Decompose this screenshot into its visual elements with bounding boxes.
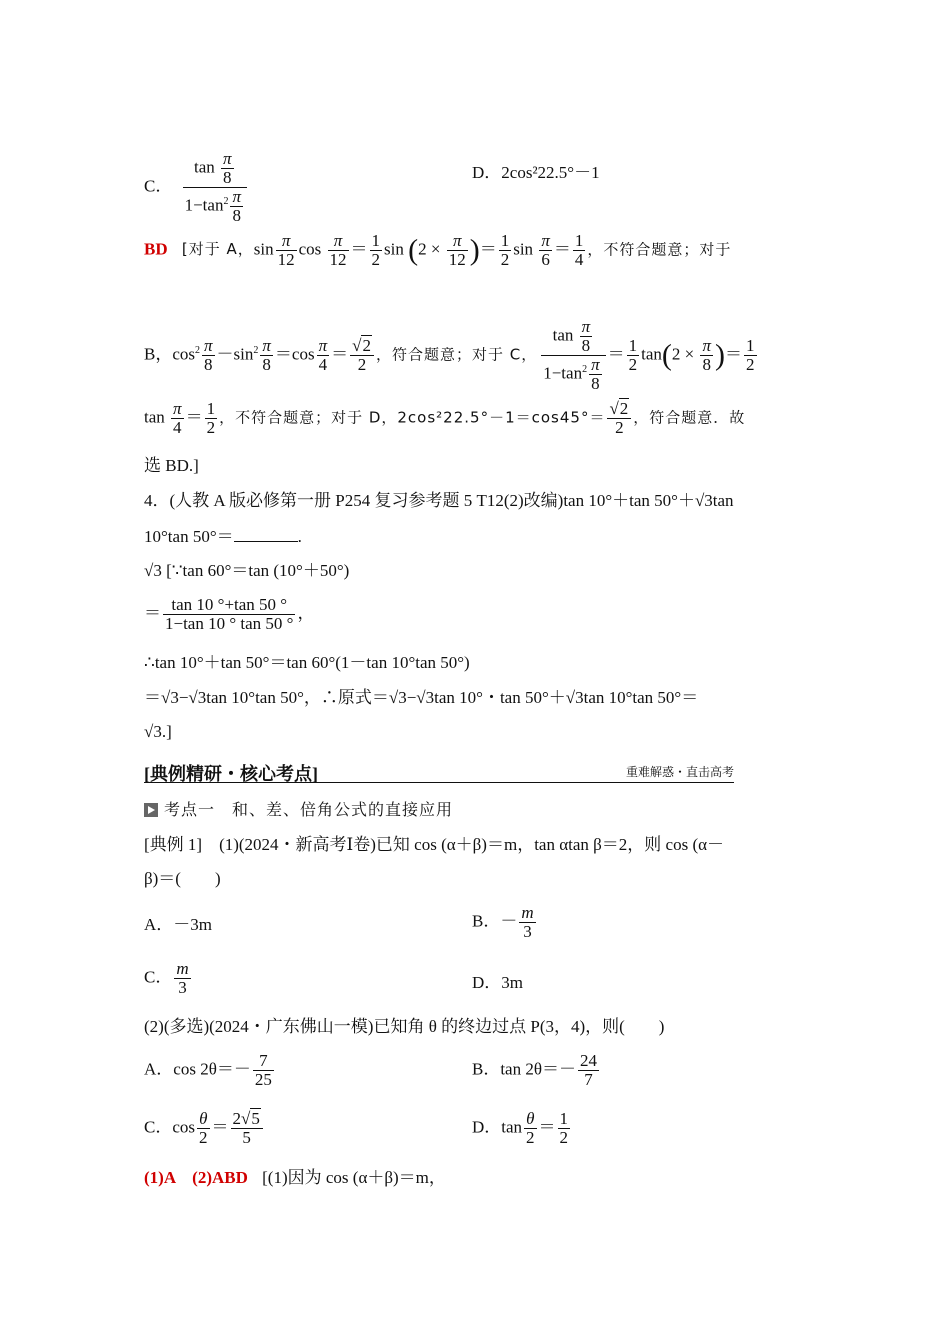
answer-bd-line1: BD [对于 A，sin $\frac{\pi}{12}$ cos $\frac{\pi}{12}$ ＝ $\frac{1}{2}$ sin (2 × $\frac{\pi}{12}$ )＝ $\frac{1}{2}$ sin $\frac{\pi}{6}$ ＝ $\frac{1}{4}$ ，不符合题意；对于 [144,231,732,269]
option-d: D．2cos²22.5°－1 [472,163,600,182]
play-triangle-icon [144,803,158,817]
answer-bd-line2: B，$\cos^2$ $\frac{\pi}{8}$ $-\sin^2$ $\frac{\pi}{8}$ ＝cos $\frac{\pi}{4}$ ＝ $\frac{√2}{2}$ ，符合题意；对于 C， tan $\frac{\pi}{8}$ $1-\tan^2$ $\frac{\pi}{8}$ ＝ $\frac{1}{2}$ tan(2 × $\frac{\pi}{8}$ )＝ $\frac{1}{2}$ [144,317,755,393]
option-c: C． tan $\frac{\pi}{8}$ $1-\tan^2$ $\frac{\pi}{8}$ [144,150,249,225]
question-4-line1: 4．(人教 A 版必修第一册 P254 复习参考题 5 T12(2)改编)tan 10°＋tan 50°＋√3tan [144,491,734,510]
answer-bd-line3: tan $\frac{\pi}{4}$ ＝ $\frac{1}{2}$ ，不符合题意；对于 D，2cos²22.5°－1＝cos45°＝ $\frac{√2}{2}$ ，符合题意．故 [144,399,746,437]
question-4-line2: 10°tan 50°＝ . [144,527,302,546]
option-c-fraction: tan $\frac{\pi}{8}$ $1-\tan^2$ $\frac{\pi}{8}$ [183,150,247,225]
example-2-line1: (2)(多选)(2024・广东佛山一模)已知角 θ 的终边过点 P(3，4)，则( ) [144,1017,665,1036]
section-header [144,760,734,783]
question-4-line6: ＝√3−√3tan 10°tan 50°，∴原式＝√3−√3tan 10°・tan 50°＋√3tan 10°tan 50°＝ [144,688,699,707]
example-answer: (1)A (2)ABD [(1)因为 cos (α＋β)＝m， [144,1168,446,1187]
example-2-option-d: D．tan $\frac{\theta}{2}$ ＝ $\frac{1}{2}$ [472,1109,569,1147]
example-1-option-c: C． $\frac{m}{3}$ [144,959,189,997]
example-2-option-c: C．cos $\frac{\theta}{2}$ ＝ $\frac{2√5}{5}$ [144,1110,265,1147]
question-4-line7: √3.] [144,722,172,741]
question-4-fraction-line: ＝ $\frac{\tan 10 ^\circ+\tan 50 ^\circ}{1-\tan 10 ^\circ \tan 50 ^\circ}$ ， [144,595,315,633]
question-4-answer: √3 [∵tan 60°＝tan (10°＋50°) [144,561,350,580]
answer-blank [234,525,298,542]
example-1-option-a: A．－3m [144,915,212,934]
example-2-option-b: B．tan 2θ＝－ $\frac{24}{7}$ [472,1051,598,1089]
question-4-line5: ∴tan 10°＋tan 50°＝tan 60°(1－tan 10°tan 50°) [144,653,470,672]
example-1-option-b: B．－ $\frac{m}{3}$ [472,903,534,941]
kaodian-heading: 考点一 和、差、倍角公式的直接应用 [144,799,453,821]
answer-bd-line4: 选 BD.] [144,456,199,475]
section-tag: 重难解惑・直击高考 [625,765,734,779]
example-1-line2: β)＝( ) [144,869,221,888]
example-1-line1: [典例 1] (1)(2024・新高考Ⅰ卷)已知 cos (α＋β)＝m，tan αtan β＝2，则 cos (α－ [144,835,725,854]
example-2-option-a: A．cos 2θ＝－ $\frac{7}{25}$ [144,1051,272,1089]
section-title: [典例精研・核心考点] [144,764,318,784]
example-1-option-d: D．3m [472,973,523,992]
